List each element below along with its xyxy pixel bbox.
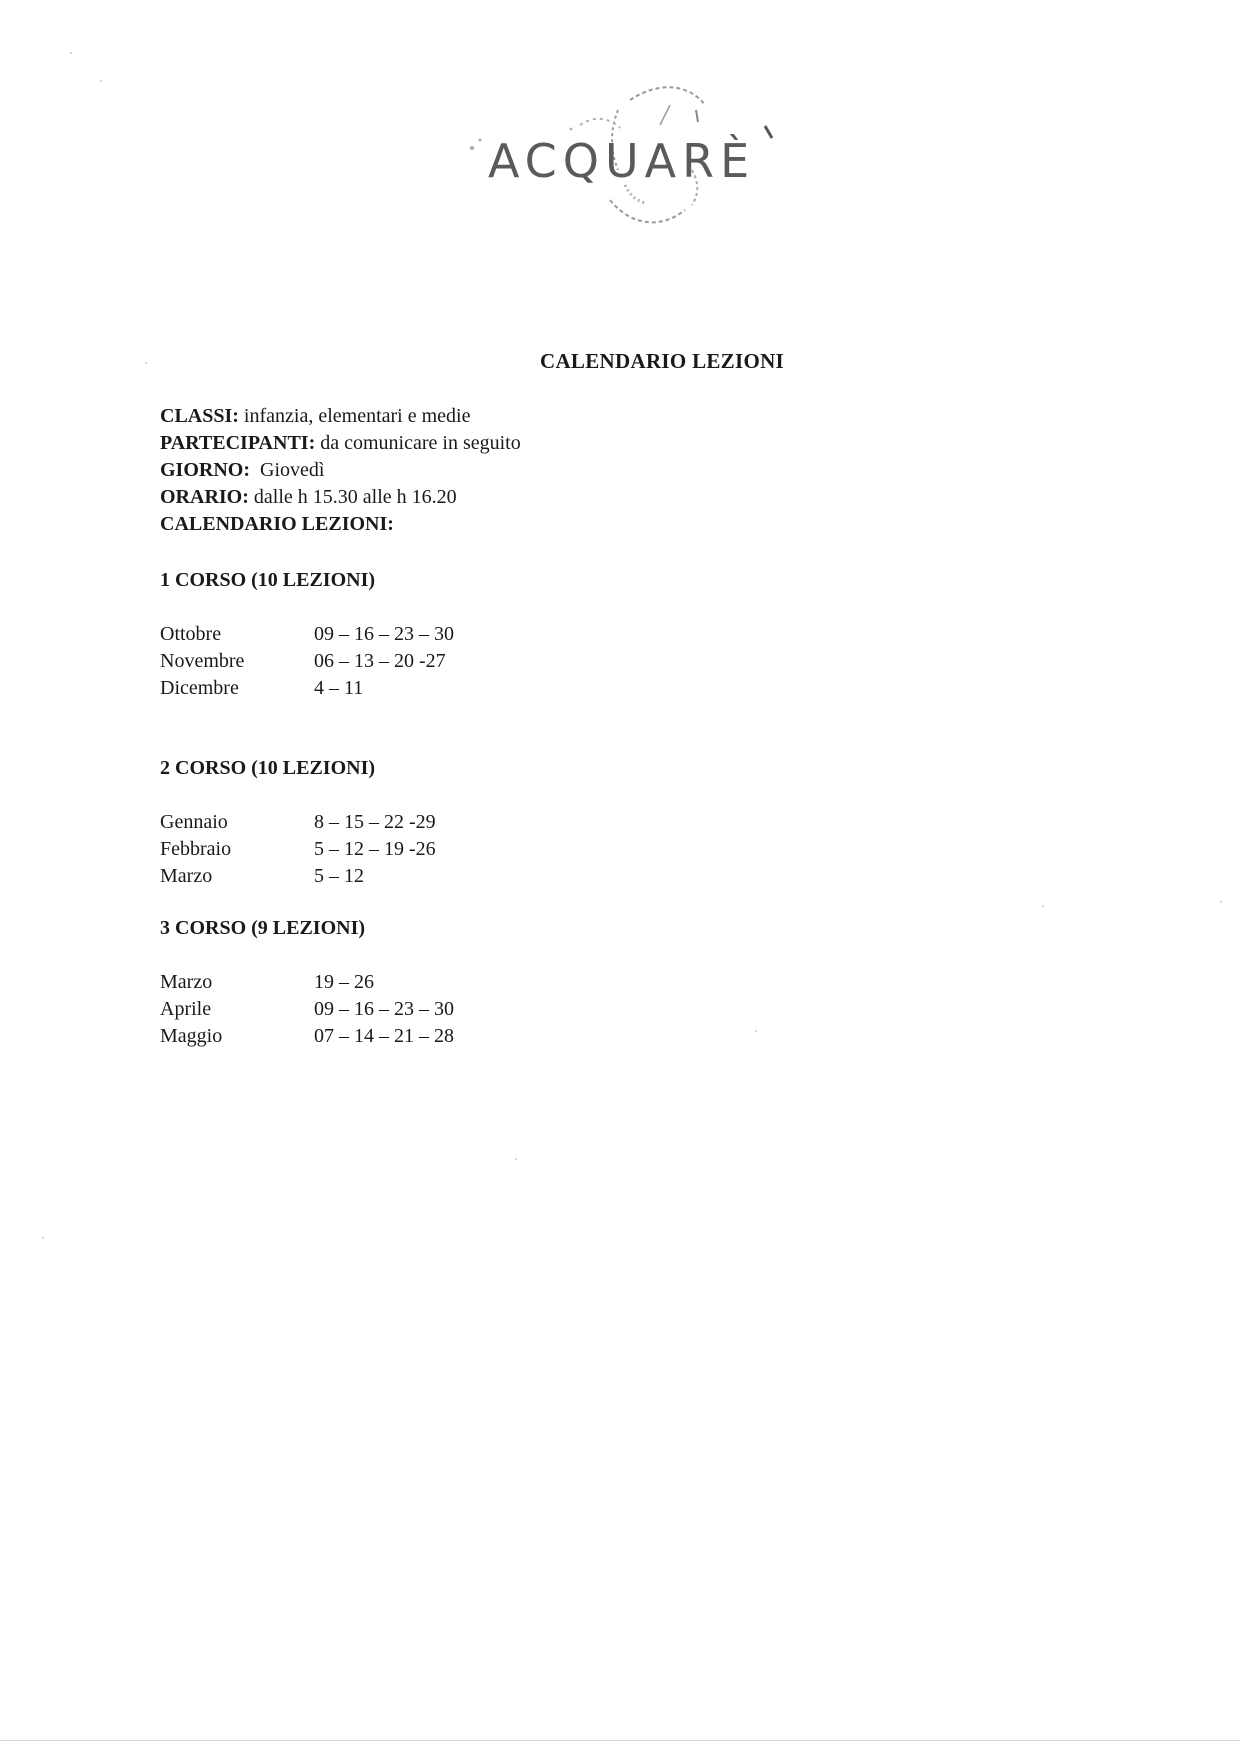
month-label: Febbraio	[160, 838, 232, 860]
month-label: Gennaio	[160, 811, 228, 833]
course-schedule	[160, 969, 454, 1050]
scan-speck	[755, 1030, 757, 1032]
course-schedule	[160, 809, 436, 890]
schedule-row	[160, 1023, 454, 1050]
month-label: Dicembre	[160, 677, 239, 699]
schedule-row	[160, 809, 436, 836]
month-label: Aprile	[160, 998, 212, 1020]
lesson-dates: 09 – 16 – 23 – 30	[314, 623, 454, 645]
course-schedule	[160, 621, 454, 702]
acquare-logo	[460, 70, 820, 250]
course-1	[160, 567, 454, 702]
scan-edge-line	[0, 1740, 1240, 1741]
schedule-row	[160, 621, 454, 648]
month-label: Marzo	[160, 971, 213, 993]
month-label: Novembre	[160, 650, 245, 672]
info-label: ORARIO:	[160, 486, 249, 508]
logo-wordmark: ACQUARÈ	[488, 134, 756, 188]
scan-speck	[100, 80, 102, 82]
info-value: dalle h 15.30 alle h 16.20	[248, 486, 457, 508]
info-row-giorno	[160, 457, 521, 484]
info-label: PARTECIPANTI:	[160, 432, 316, 454]
lesson-dates: 4 – 11	[314, 677, 364, 699]
schedule-row	[160, 996, 454, 1023]
scan-speck	[70, 52, 72, 54]
course-2	[160, 755, 436, 890]
schedule-row	[160, 675, 454, 702]
info-row-classi	[160, 403, 521, 430]
schedule-row	[160, 863, 436, 890]
lesson-dates: 09 – 16 – 23 – 30	[314, 998, 454, 1020]
scan-speck	[515, 1158, 517, 1160]
info-value: infanzia, elementari e medie	[238, 405, 471, 427]
lesson-dates: 19 – 26	[314, 971, 374, 993]
course-info	[160, 403, 521, 538]
lesson-dates: 8 – 15 – 22 -29	[314, 811, 436, 833]
info-label: CALENDARIO LEZIONI:	[160, 513, 394, 535]
schedule-row	[160, 648, 454, 675]
course-3	[160, 915, 454, 1050]
scan-speck	[42, 1237, 44, 1239]
lesson-dates: 06 – 13 – 20 -27	[314, 650, 446, 672]
lesson-dates: 5 – 12 – 19 -26	[314, 838, 436, 860]
course-title: 1 CORSO (10 LEZIONI)	[160, 569, 376, 591]
info-label: GIORNO:	[160, 459, 250, 481]
scan-speck	[1042, 905, 1044, 907]
month-label: Ottobre	[160, 623, 222, 645]
scan-speck	[1220, 901, 1222, 903]
scan-speck	[145, 362, 147, 364]
info-value: Giovedì	[250, 459, 325, 481]
info-row-calendario	[160, 511, 521, 538]
course-title: 2 CORSO (10 LEZIONI)	[160, 757, 376, 779]
month-label: Marzo	[160, 865, 213, 887]
info-row-orario	[160, 484, 521, 511]
lesson-dates: 5 – 12	[314, 865, 364, 887]
info-label: CLASSI:	[160, 405, 239, 427]
schedule-row	[160, 969, 454, 996]
info-value: da comunicare in seguito	[315, 432, 521, 454]
course-title: 3 CORSO (9 LEZIONI)	[160, 917, 366, 939]
schedule-row	[160, 836, 436, 863]
info-row-partecipanti	[160, 430, 521, 457]
lesson-dates: 07 – 14 – 21 – 28	[314, 1025, 454, 1047]
document-title: CALENDARIO LEZIONI	[540, 349, 785, 373]
month-label: Maggio	[160, 1025, 223, 1047]
